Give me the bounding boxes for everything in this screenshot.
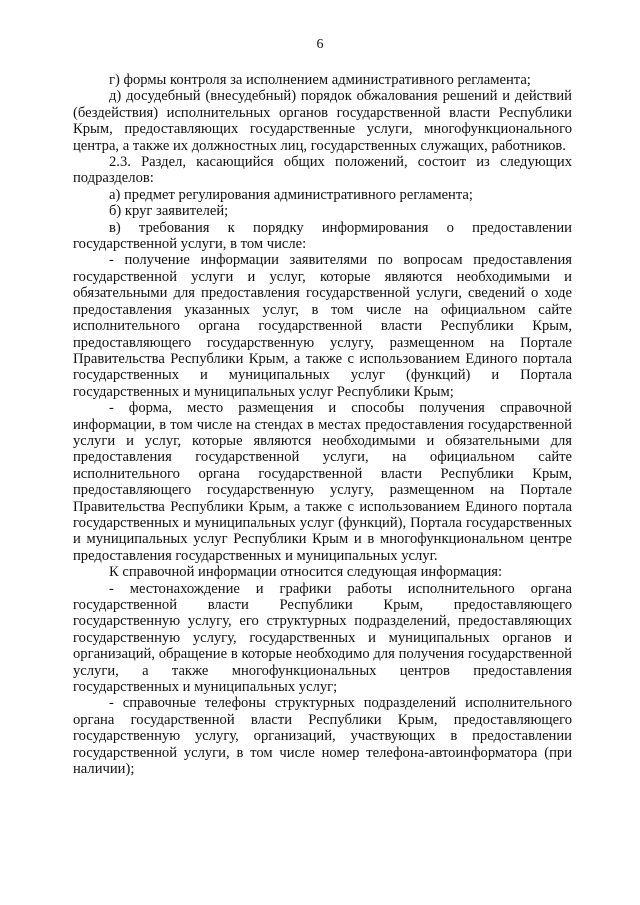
page-number: 6	[316, 37, 324, 52]
paragraph-reference-form: - форма, место размещения и способы получения справочной информации, в том числе на стендах в местах предоставления государственной услуги и услуг, которые являются необходимыми и обязательными для предоставления государственной услуги, на официальном сайте исполнительного органа государственной власти Республики Крым, предоставляющего государственную услугу, размещенном на Портале Правительства Республики Крым, а также с использованием Единого портала государственных и муниципальных услуг (функций), Портала государственных и муниципальных услуг Республики Крым и в многофункциональном центре предоставления государственных и муниципальных услуг.	[73, 400, 572, 564]
paragraph-reference-intro: К справочной информации относится следующая информация:	[109, 564, 503, 581]
paragraph-subject: а) предмет регулирования административного регламента;	[109, 186, 473, 203]
paragraph-control-forms: г) формы контроля за исполнением административного регламента;	[109, 72, 531, 88]
document-body	[73, 72, 572, 777]
paragraph-applicants: б) круг заявителей;	[109, 203, 229, 220]
paragraph-informing-requirements: в) требования к порядку информирования о предоставлении государственной услуги, в том числе:	[73, 219, 572, 253]
paragraph-obtaining-information: - получение информации заявителями по вопросам предоставления государственной услуги и услуг, которые являются необходимыми и обязательными для предоставления государственной услуги, сведений о ходе предоставления указанных услуг, в том числе на официальном сайте исполнительного органа государственной власти Республики Крым, предоставляющего государственную услугу, размещенном на Портале Правительства Республики Крым, а также с использованием Единого портала государственных и муниципальных услуг (функций) и Портала государственных и муниципальных услуг Республики Крым;	[73, 252, 572, 400]
paragraph-section-2-3: 2.3. Раздел, касающийся общих положений, состоит из следующих подразделов:	[73, 154, 572, 187]
paragraph-reference-phones: - справочные телефоны структурных подразделений исполнительного органа государственной власти Республики Крым, предоставляющего государственную услугу, организаций, участвующих в предоставлении государственной услуги, в том числе номер телефона-автоинформатора (при наличии);	[73, 695, 572, 778]
paragraph-appeal-procedure: д) досудебный (внесудебный) порядок обжалования решений и действий (бездействия) исполнительных органов государственной власти Республики Крым, предоставляющих государственные услуги, многофункционального центра, а также их должностных лиц, государственных служащих, работников.	[73, 88, 572, 154]
paragraph-location-schedules: - местонахождение и графики работы исполнительного органа государственной власти Республики Крым, предоставляющего государственную услугу, его структурных подразделений, предоставляющих государственную услугу, государственных и муниципальных органов и организаций, обращение в которые необходимо для получения государственной услуги, а также многофункциональных центров предоставления государственных и муниципальных услуг;	[73, 580, 572, 696]
